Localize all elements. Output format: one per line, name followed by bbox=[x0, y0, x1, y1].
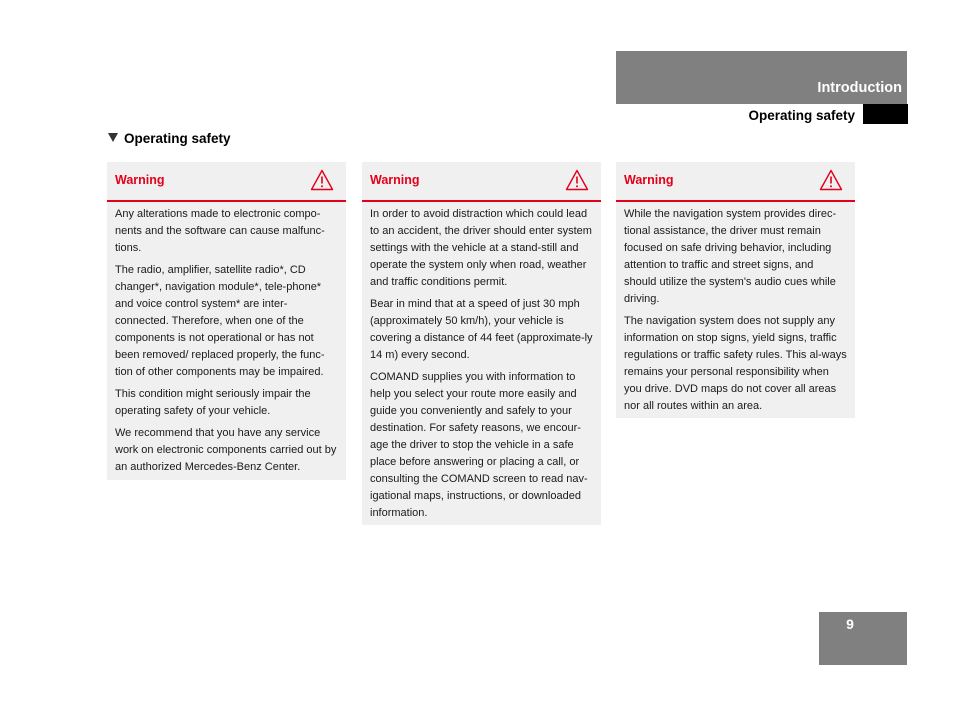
triangle-bullet-icon bbox=[108, 133, 118, 142]
warning-paragraph: This condition might seriously impair the operating safety of your vehicle. bbox=[115, 388, 311, 417]
warning-paragraph: While the navigation system provides direc-tional assistance, the driver must remain focused on safe driving behavior, including attention to traffic and street signs, and should utilize the system's audio cues while driving. bbox=[624, 208, 837, 305]
page-tab bbox=[819, 612, 907, 665]
warning-paragraph: In order to avoid distraction which could lead to an accident, the driver should enter system settings with the vehicle at a stand-still and operate the system only when road, weather and traffic conditions permit. bbox=[370, 208, 592, 288]
warning-paragraph: Any alterations made to electronic compo-nents and the software can cause malfunc-tions. bbox=[115, 208, 325, 254]
warning-box-3 bbox=[616, 162, 855, 418]
warning-box-body bbox=[362, 202, 601, 533]
warning-box-header bbox=[616, 162, 855, 202]
warning-paragraph: The navigation system does not supply any information on stop signs, yield signs, traffic regulations or traffic safety rules. This al-ways remains your personal responsibility when you drive. DVD maps do not cover all areas nor all routes within an area. bbox=[624, 315, 847, 412]
warning-paragraph: COMAND supplies you with information to help you select your route more easily and guide you conveniently and safely to your destination. For safety reasons, we encour-age the driver to stop the vehicle in a safe place before answering or placing a call, or consulting the COMAND screen to read nav-igational maps, instructions, or downloaded information. bbox=[370, 371, 588, 519]
warning-label: Warning bbox=[115, 173, 165, 187]
warning-box-header bbox=[107, 162, 346, 202]
warning-paragraph: We recommend that you have any service work on electronic components carried out by an authorized Mercedes-Benz Center. bbox=[115, 427, 337, 473]
page-heading bbox=[108, 131, 231, 146]
warning-box-2 bbox=[362, 162, 601, 525]
section-title: Operating safety bbox=[748, 108, 855, 123]
warning-box-body bbox=[107, 202, 346, 487]
page-heading-text: Operating safety bbox=[124, 131, 231, 146]
warning-box-1 bbox=[107, 162, 346, 480]
warning-paragraph: Bear in mind that at a speed of just 30 mph (approximately 50 km/h), your vehicle is covering a distance of 44 feet (approximate-ly 14 m) every second. bbox=[370, 298, 593, 361]
section-marker bbox=[863, 104, 908, 124]
warning-label: Warning bbox=[370, 173, 420, 187]
chapter-tab bbox=[616, 51, 907, 104]
page-number: 9 bbox=[846, 616, 854, 632]
warning-triangle-icon bbox=[310, 169, 334, 191]
warning-box-body bbox=[616, 202, 855, 426]
warning-box-header bbox=[362, 162, 601, 202]
warning-triangle-icon bbox=[565, 169, 589, 191]
warning-label: Warning bbox=[624, 173, 674, 187]
chapter-title: Introduction bbox=[817, 80, 902, 96]
warning-paragraph: The radio, amplifier, satellite radio*, CD changer*, navigation module*, tele-phone* and voice control system* are inter-connected. Therefore, when one of the components is not operational or has not been removed/ replaced properly, the func-tion of other components may be impaired. bbox=[115, 264, 325, 378]
warning-triangle-icon bbox=[819, 169, 843, 191]
